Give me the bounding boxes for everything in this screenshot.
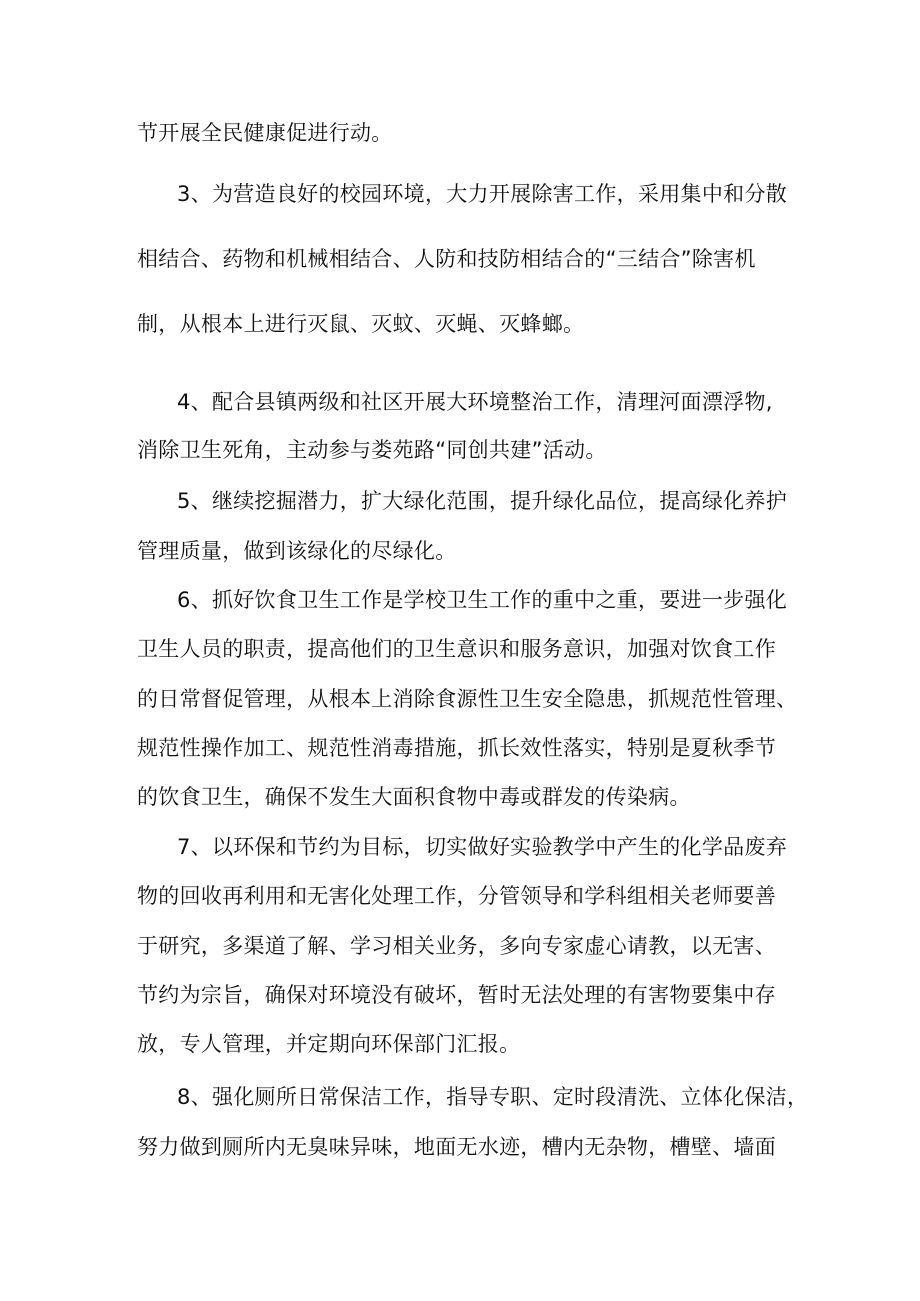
text-line: 3、为营造良好的校园环境，大力开展除害工作，采用集中和分散 <box>177 182 788 206</box>
text-line: 的饮食卫生，确保不发生大面积食物中毒或群发的传染病。 <box>137 785 691 809</box>
text-line: 5、继续挖掘潜力，扩大绿化范围，提升绿化品位，提高绿化养护 <box>177 489 788 513</box>
text-line: 制，从根本上进行灭鼠、灭蚊、灭蝇、灭蜂螂。 <box>137 312 585 336</box>
text-line: 卫生人员的职责，提高他们的卫生意识和服务意识，加强对饮食工作 <box>137 637 776 661</box>
text-line: 相结合、药物和机械相结合、人防和技防相结合的“三结合”除害机 <box>137 247 756 271</box>
text-line: 4、配合县镇两级和社区开展大环境整治工作，清理河面漂浮物, <box>177 390 773 414</box>
text-line: 于研究，多渠道了解、学习相关业务，多向专家虚心请教，以无害、 <box>137 934 776 958</box>
text-line: 8、强化厕所日常保洁工作，指导专职、定时段清洗、立体化保洁， <box>177 1085 809 1109</box>
text-line: 6、抓好饮食卫生工作是学校卫生工作的重中之重，要进一步强化 <box>177 588 788 612</box>
text-line: 物的回收再利用和无害化处理工作，分管领导和学科组相关老师要善 <box>137 884 776 908</box>
text-line: 管理质量，做到该绿化的尽绿化。 <box>137 539 457 563</box>
text-line: 节开展全民健康促进行动。 <box>137 121 393 145</box>
text-line: 消除卫生死角，主动参与娄苑路“同创共建”活动。 <box>137 438 607 462</box>
text-line: 的日常督促管理，从根本上消除食源性卫生安全隐患，抓规范性管理、 <box>137 687 798 711</box>
text-line: 规范性操作加工、规范性消毒措施，抓长效性落实，特别是夏秋季节 <box>137 736 776 760</box>
text-line: 放，专人管理，并定期向环保部门汇报。 <box>137 1032 521 1056</box>
text-line: 7、以环保和节约为目标，切实做好实验教学中产生的化学品废弃 <box>177 835 788 859</box>
text-line: 努力做到厕所内无臭味异味，地面无水迹，槽内无杂物，槽壁、墙面 <box>137 1135 776 1159</box>
text-line: 节约为宗旨，确保对环境没有破坏，暂时无法处理的有害物要集中存 <box>137 983 776 1007</box>
